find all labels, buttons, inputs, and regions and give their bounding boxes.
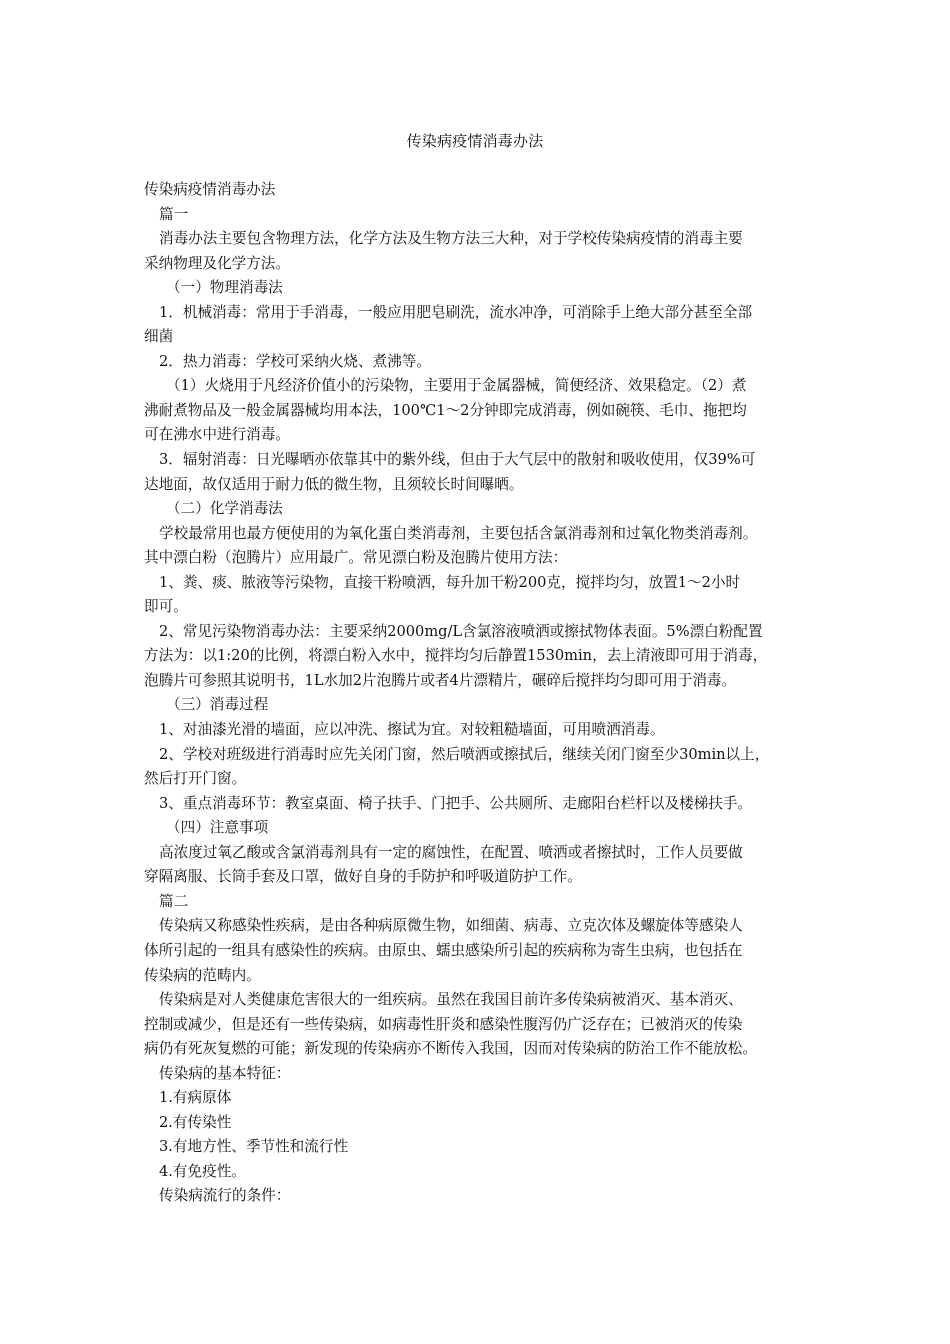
text-line: 消毒办法主要包含物理方法，化学方法及生物方法三大种，对于学校传染病疫情的消毒主要 [159,230,743,248]
text-line: 传染病是对人类健康危害很大的一组疾病。虽然在我国目前许多传染病被消灭、基本消灭、 [159,991,743,1009]
text-line: 病仍有死灰复燃的可能；新发现的传染病亦不断传入我国，因而对传染病的防治工作不能放松。 [144,1040,757,1058]
text-line: 3、重点消毒环节：教室桌面、椅子扶手、门把手、公共厕所、走廊阳台栏杆以及楼梯扶手。 [159,794,753,812]
text-line: （四）注意事项 [166,819,269,837]
text-line: 泡腾片可参照其说明书，1L水加2片泡腾片或者4片漂精片，碾碎后搅拌均匀即可用于消毒。 [144,671,737,689]
text-line: 沸耐煮物品及一般金属器械均用本法，100℃1～2分钟即完成消毒，例如碗筷、毛巾、拖把均 [144,401,747,419]
text-line: 3.有地方性、季节性和流行性 [159,1138,349,1156]
text-line: 高浓度过氧乙酸或含氯消毒剂具有一定的腐蚀性，在配置、喷洒或者擦拭时，工作人员要做 [159,843,743,861]
text-line: 2．热力消毒：学校可采纳火烧、煮沸等。 [159,352,431,370]
text-line: 1．机械消毒：常用于手消毒，一般应用肥皂刷洗，流水冲净，可消除手上绝大部分甚至全部 [159,303,753,321]
text-line: 篇一 [159,205,189,223]
text-line: 穿隔离服、长筒手套及口罩，做好自身的手防护和呼吸道防护工作。 [144,868,582,886]
text-line: 传染病疫情消毒办法 [144,181,276,198]
text-line: （二）化学消毒法 [166,500,283,518]
text-line: 1、粪、痰、脓液等污染物，直接干粉喷洒，每升加干粉200克，搅拌均匀，放置1～2小时 [159,573,741,591]
text-line: 传染病的范畴内。 [144,966,261,984]
text-line: 细菌 [144,328,174,346]
text-line: 传染病流行的条件： [159,1187,291,1205]
text-line: 1、对油漆光滑的墙面，应以冲洗、擦试为宜。对较粗糙墙面，可用喷洒消毒。 [159,721,665,739]
page-title: 传染病疫情消毒办法 [406,132,544,150]
text-line: 2.有传染性 [159,1113,232,1131]
text-line: 传染病的基本特征： [159,1064,291,1082]
text-line: 达地面，故仅适用于耐力低的微生物，且须较长时间曝晒。 [144,475,524,493]
text-line: 1.有病原体 [159,1089,232,1107]
text-line: 2、常见污染物消毒办法：主要采纳2000mg/L含氯溶液喷洒或擦拭物体表面。5%漂白粉配置 [159,622,763,640]
text-line: 其中漂白粉（泡腾片）应用最广。常见漂白粉及泡腾片使用方法： [144,549,568,567]
text-line: 传染病又称感染性疾病，是由各种病原微生物，如细菌、病毒、立克次体及螺旋体等感染人 [159,917,743,935]
text-line: 3．辐射消毒：日光曝晒亦依靠其中的紫外线，但由于大气层中的散射和吸收使用，仅39%可 [159,451,756,469]
text-line: 控制或减少，但是还有一些传染病，如病毒性肝炎和感染性腹泻仍广泛存在；已被消灭的传染 [144,1015,743,1033]
text-line: （一）物理消毒法 [166,279,283,297]
text-line: 2、学校对班级进行消毒时应先关闭门窗，然后喷洒或擦拭后，继续关闭门窗至少30min以上， [159,745,770,763]
text-line: 然后打开门窗。 [144,770,247,788]
text-line: 学校最常用也最方便使用的为氧化蛋白类消毒剂，主要包括含氯消毒剂和过氧化物类消毒剂。 [159,524,758,542]
text-line: 采纳物理及化学方法。 [144,254,290,272]
text-line: 方法为：以1:20的比例，将漂白粉入水中，搅拌均匀后静置1530min，去上清液即可用于消毒， [144,647,768,665]
text-line: 4.有免疫性。 [159,1162,246,1180]
text-line: 即可。 [144,598,188,616]
text-line: （三）消毒过程 [166,696,269,714]
text-line: 体所引起的一组具有感染性的疾病。由原虫、蠕虫感染所引起的疾病称为寄生虫病，也包括在 [144,941,743,959]
text-line: （1）火烧用于凡经济价值小的污染物，主要用于金属器械，简便经济、效果稳定。（2）煮 [166,377,747,395]
document-body [144,178,812,1209]
text-line: 可在沸水中进行消毒。 [144,426,290,444]
text-line: 篇二 [159,892,189,910]
